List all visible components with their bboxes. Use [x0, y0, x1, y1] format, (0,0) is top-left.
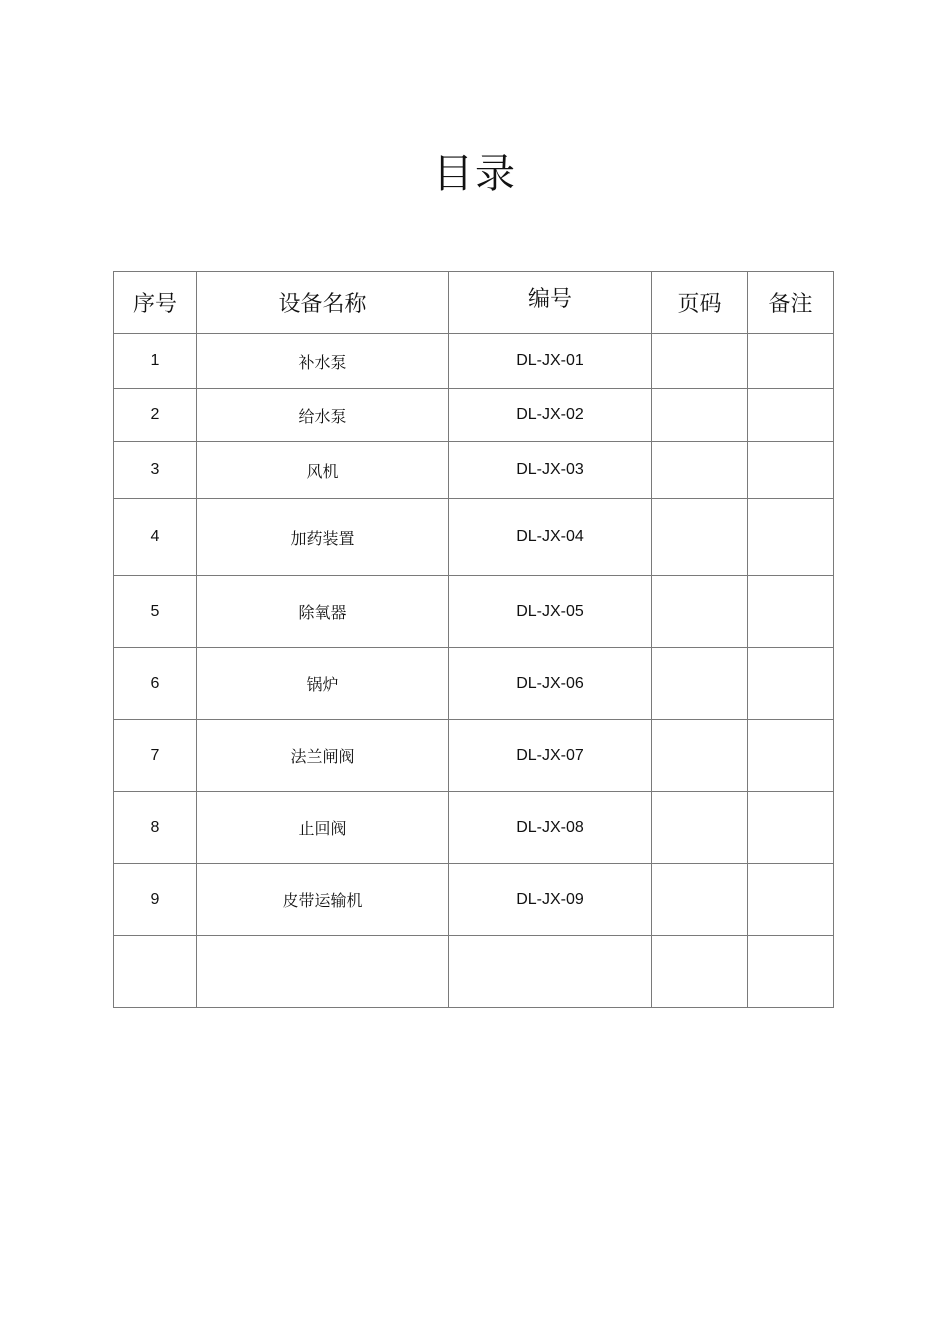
- row-index: 1: [114, 334, 197, 389]
- row-remark: [748, 648, 834, 720]
- row-code: DL-JX-08: [449, 792, 652, 864]
- row-page: [652, 442, 748, 499]
- header-code-label: 编号: [527, 287, 572, 312]
- row-index: 3: [114, 442, 197, 499]
- row-page: [652, 720, 748, 792]
- row-page: [652, 334, 748, 389]
- header-remark: 备注: [748, 272, 834, 334]
- row-index: 9: [114, 864, 197, 936]
- row-index: 7: [114, 720, 197, 792]
- page-title: 目录: [433, 151, 517, 197]
- row-name: 法兰闸阀: [197, 720, 449, 792]
- row-code: DL-JX-06: [449, 648, 652, 720]
- row-remark: [748, 499, 834, 576]
- header-code: [449, 272, 652, 334]
- table-header-row: [114, 272, 834, 334]
- row-index: 4: [114, 499, 197, 576]
- row-code: DL-JX-02: [449, 389, 652, 442]
- row-code: DL-JX-01: [449, 334, 652, 389]
- table-row: [114, 442, 834, 499]
- row-page: [652, 499, 748, 576]
- row-name: 止回阀: [197, 792, 449, 864]
- row-name: 补水泵: [197, 334, 449, 389]
- row-page: [652, 389, 748, 442]
- contents-table: [113, 271, 834, 1008]
- table-row: [114, 864, 834, 936]
- row-page: [652, 648, 748, 720]
- table-row: [114, 720, 834, 792]
- row-index: [114, 936, 197, 1008]
- row-code: DL-JX-09: [449, 864, 652, 936]
- row-remark: [748, 792, 834, 864]
- row-name: 锅炉: [197, 648, 449, 720]
- row-name: [197, 936, 449, 1008]
- table-row: [114, 648, 834, 720]
- row-page: [652, 936, 748, 1008]
- table-row: [114, 936, 834, 1008]
- header-index: 序号: [114, 272, 197, 334]
- row-remark: [748, 334, 834, 389]
- header-name: 设备名称: [197, 272, 449, 334]
- table-row: [114, 499, 834, 576]
- row-code: DL-JX-07: [449, 720, 652, 792]
- row-page: [652, 792, 748, 864]
- row-name: 加药装置: [197, 499, 449, 576]
- row-remark: [748, 442, 834, 499]
- row-name: 风机: [197, 442, 449, 499]
- row-index: 8: [114, 792, 197, 864]
- row-page: [652, 576, 748, 648]
- table-row: [114, 389, 834, 442]
- header-page: 页码: [652, 272, 748, 334]
- row-index: 2: [114, 389, 197, 442]
- table-row: [114, 576, 834, 648]
- table-row: [114, 792, 834, 864]
- row-code: DL-JX-04: [449, 499, 652, 576]
- row-index: 5: [114, 576, 197, 648]
- row-code: DL-JX-05: [449, 576, 652, 648]
- row-remark: [748, 936, 834, 1008]
- table-row: [114, 334, 834, 389]
- row-page: [652, 864, 748, 936]
- row-code: [449, 936, 652, 1008]
- row-remark: [748, 576, 834, 648]
- row-name: 给水泵: [197, 389, 449, 442]
- row-index: 6: [114, 648, 197, 720]
- row-name: 皮带运输机: [197, 864, 449, 936]
- row-code: DL-JX-03: [449, 442, 652, 499]
- row-remark: [748, 389, 834, 442]
- row-name: 除氧器: [197, 576, 449, 648]
- row-remark: [748, 864, 834, 936]
- row-remark: [748, 720, 834, 792]
